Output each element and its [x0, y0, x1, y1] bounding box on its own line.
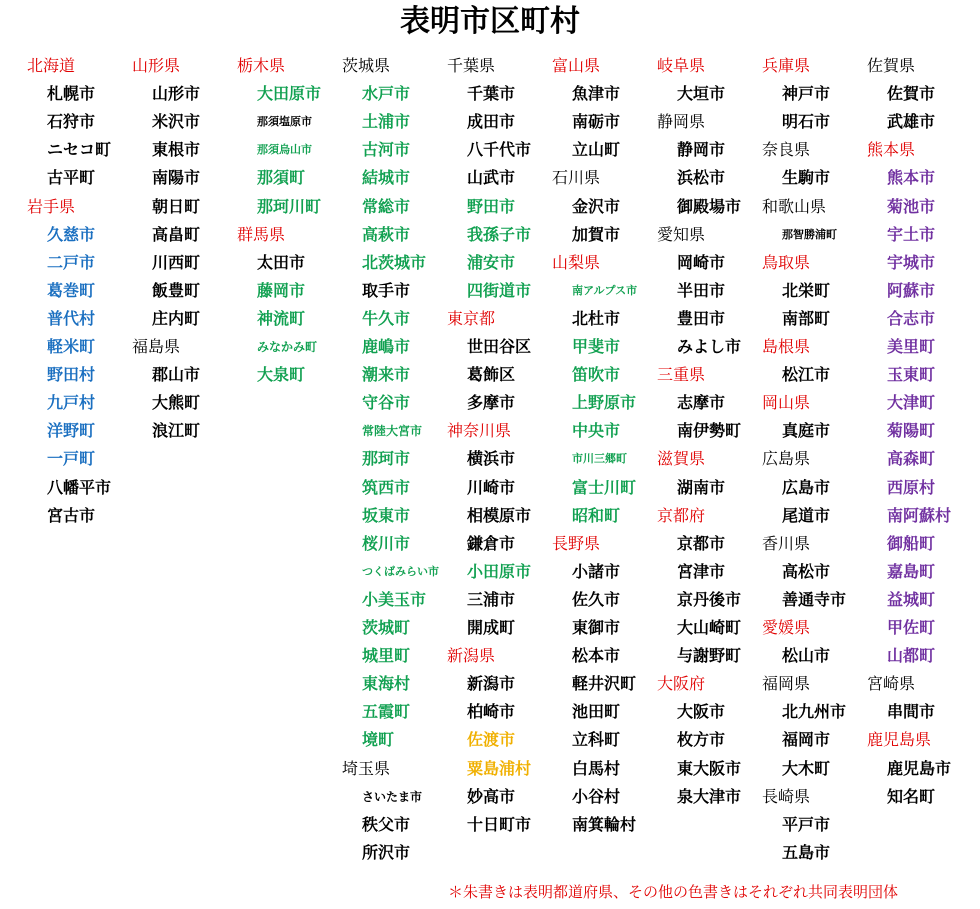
- prefecture-label: 東京都: [447, 308, 496, 328]
- municipality-label: 加賀市: [572, 224, 621, 244]
- municipality-label: 宇城市: [887, 252, 936, 272]
- prefecture-label: 奈良県: [762, 140, 811, 160]
- municipality-label: 高松市: [782, 561, 831, 581]
- municipality-label: 常総市: [362, 196, 411, 216]
- municipality-label: 開成町: [467, 618, 516, 637]
- prefecture-label: 島根県: [762, 337, 811, 356]
- municipality-label: 米沢市: [152, 112, 201, 132]
- prefecture-label: 岡山県: [762, 393, 811, 413]
- municipality-label: 那須町: [257, 168, 306, 188]
- municipality-label: 上野原市: [572, 393, 637, 413]
- municipality-label: 南箕輪村: [572, 814, 637, 834]
- municipality-label: 北茨城市: [362, 252, 427, 272]
- municipality-label: 与謝野町: [677, 646, 742, 666]
- municipality-label: 串間市: [887, 702, 936, 722]
- prefecture-label: 愛媛県: [762, 618, 811, 637]
- municipality-label: 那珂川町: [257, 196, 322, 216]
- municipality-label: 北九州市: [782, 702, 847, 722]
- municipality-label: 高萩市: [362, 224, 411, 244]
- municipality-label: みなかみ町: [257, 340, 318, 354]
- municipality-label: 朝日町: [152, 196, 201, 216]
- municipality-label: 八千代市: [467, 140, 532, 160]
- municipality-label: 真庭市: [782, 421, 831, 441]
- municipality-label: 城里町: [362, 646, 411, 666]
- municipality-label: 大垣市: [677, 84, 726, 104]
- municipality-label: 那須塩原市: [257, 115, 312, 129]
- municipality-label: 宮古市: [47, 505, 96, 525]
- municipality-label: 枚方市: [677, 730, 726, 750]
- municipality-label: 玉東町: [887, 365, 936, 385]
- municipality-label: 那智勝浦町: [782, 227, 837, 241]
- municipality-label: 菊池市: [887, 196, 936, 216]
- municipality-label: 美里町: [887, 337, 936, 356]
- municipality-label: 九戸村: [47, 393, 96, 413]
- municipality-label: 生駒市: [782, 168, 831, 188]
- municipality-label: 葛飾区: [467, 365, 516, 385]
- municipality-label: 大津町: [887, 393, 936, 413]
- municipality-label: 大田原市: [257, 84, 322, 104]
- municipality-label: 中央市: [572, 421, 621, 441]
- municipality-label: 我孫子市: [467, 224, 532, 244]
- municipality-label: 大山崎町: [677, 618, 742, 637]
- municipality-label: 御殿場市: [677, 196, 742, 216]
- municipality-label: 二戸市: [47, 252, 96, 272]
- municipality-label: 境町: [362, 730, 395, 750]
- municipality-label: 知名町: [887, 786, 936, 806]
- municipality-label: 古河市: [362, 140, 411, 160]
- prefecture-label: 佐賀県: [867, 56, 916, 75]
- municipality-label: 久慈市: [47, 224, 96, 244]
- municipality-label: 軽米町: [47, 337, 96, 356]
- municipality-label: 南アルプス市: [572, 283, 638, 297]
- municipality-label: 神流町: [257, 308, 306, 328]
- municipality-label: 池田町: [572, 702, 621, 722]
- municipality-label: 市川三郷町: [572, 452, 627, 466]
- municipality-label: 千葉市: [467, 84, 516, 104]
- municipality-label: 浜松市: [677, 168, 726, 188]
- municipality-label: 嘉島町: [887, 561, 936, 581]
- municipality-label: 茨城町: [362, 618, 411, 637]
- prefecture-label: 岐阜県: [657, 56, 706, 75]
- prefecture-label: 山梨県: [552, 252, 601, 272]
- municipality-label: 合志市: [887, 308, 936, 328]
- prefecture-label: 鹿児島県: [867, 730, 932, 750]
- municipality-label: 湖南市: [677, 477, 726, 497]
- municipality-label: 五霞町: [362, 702, 411, 722]
- footnote: ＊朱書きは表明都道府県、その他の色書きはそれぞれ共同表明団体: [448, 883, 899, 901]
- prefecture-label: 福島県: [132, 337, 181, 356]
- municipality-label: ニセコ町: [47, 140, 112, 160]
- municipality-label: 半田市: [677, 280, 726, 300]
- municipality-label: 桜川市: [362, 533, 411, 553]
- municipality-label: 豊田市: [677, 308, 726, 328]
- municipality-label: 松山市: [782, 646, 831, 666]
- municipality-label: 鹿児島市: [887, 758, 952, 778]
- prefecture-label: 鳥取県: [762, 252, 811, 272]
- municipality-label: 飯豊町: [152, 280, 201, 300]
- prefecture-label: 岩手県: [27, 196, 76, 216]
- municipality-label: 南陽市: [152, 168, 201, 188]
- municipality-label: 東根市: [152, 140, 201, 160]
- prefecture-label: 長野県: [552, 533, 601, 553]
- municipality-label: みよし市: [677, 337, 742, 356]
- municipality-label: 尾道市: [782, 505, 831, 525]
- prefecture-label: 大阪府: [657, 674, 706, 694]
- municipality-label: 古平町: [47, 168, 96, 188]
- municipality-label: 五島市: [782, 842, 831, 862]
- prefecture-label: 宮崎県: [867, 674, 916, 694]
- municipality-label: 軽井沢町: [572, 674, 637, 694]
- municipality-label: 那珂市: [362, 449, 411, 469]
- municipality-label: 八幡平市: [47, 477, 112, 497]
- municipality-label: 北栄町: [782, 280, 831, 300]
- municipality-label: 常陸大宮市: [362, 424, 423, 439]
- prefecture-label: 長崎県: [762, 786, 811, 806]
- municipality-label: 甲斐市: [572, 337, 621, 356]
- municipality-label: 小諸市: [572, 561, 621, 581]
- prefecture-label: 京都府: [657, 505, 706, 525]
- municipality-label: 筑西市: [362, 477, 411, 497]
- municipality-label: 庄内町: [152, 308, 201, 328]
- municipality-label: 成田市: [467, 112, 516, 132]
- municipality-label: 神戸市: [782, 84, 831, 104]
- municipality-label: 坂東市: [362, 505, 411, 525]
- prefecture-label: 富山県: [552, 56, 601, 75]
- municipality-label: 松本市: [572, 646, 621, 666]
- prefecture-label: 埼玉県: [342, 758, 391, 778]
- municipality-label: 平戸市: [782, 814, 831, 834]
- municipality-label: 菊陽町: [887, 421, 936, 441]
- municipality-label: 那須烏山市: [257, 143, 312, 157]
- municipality-label: 結城市: [362, 168, 411, 188]
- municipality-label: 福岡市: [782, 730, 831, 750]
- municipality-label: 山都町: [887, 646, 936, 666]
- municipality-label: 新潟市: [467, 674, 516, 694]
- municipality-label: 白馬村: [572, 758, 621, 778]
- municipality-label: 東大阪市: [677, 758, 742, 778]
- municipality-label: 大木町: [782, 758, 831, 778]
- municipality-label: 土浦市: [362, 112, 411, 132]
- municipality-label: 宮津市: [677, 561, 726, 581]
- municipality-label: 鎌倉市: [467, 533, 516, 553]
- municipality-label: 南阿蘇村: [887, 505, 952, 525]
- prefecture-label: 兵庫県: [762, 56, 811, 75]
- municipality-label: 小美玉市: [362, 589, 427, 609]
- municipality-label: 高畠町: [152, 224, 201, 244]
- municipality-label: 水戸市: [362, 84, 411, 104]
- municipality-label: 立科町: [572, 730, 621, 750]
- municipality-label: 一戸町: [47, 449, 96, 469]
- municipality-label: 熊本市: [887, 168, 936, 188]
- municipality-label: 高森町: [887, 449, 936, 469]
- municipality-label: 柏崎市: [467, 702, 516, 722]
- prefecture-label: 北海道: [27, 56, 76, 75]
- municipality-label: 札幌市: [47, 84, 96, 104]
- municipality-label: 山武市: [467, 168, 516, 188]
- municipality-label: 佐渡市: [467, 730, 516, 750]
- municipality-label: 藤岡市: [257, 280, 306, 300]
- municipality-label: 小谷村: [572, 786, 621, 806]
- prefecture-label: 群馬県: [237, 224, 286, 244]
- municipality-label: 鹿嶋市: [362, 337, 411, 356]
- prefecture-label: 茨城県: [342, 56, 391, 75]
- municipality-label: 南砺市: [572, 112, 621, 132]
- prefecture-label: 愛知県: [657, 224, 706, 244]
- municipality-label: 金沢市: [572, 196, 621, 216]
- municipality-label: 富士川町: [572, 477, 637, 497]
- municipality-label: 西原村: [887, 477, 936, 497]
- municipality-label: 南部町: [782, 308, 831, 328]
- municipality-label: 東海村: [362, 674, 411, 694]
- municipality-label: 京丹後市: [677, 589, 742, 609]
- municipality-label: 阿蘇市: [887, 280, 936, 300]
- prefecture-label: 香川県: [762, 533, 811, 553]
- municipality-label: 笛吹市: [572, 365, 621, 385]
- prefecture-label: 和歌山県: [762, 196, 827, 216]
- municipality-label: 相模原市: [467, 505, 532, 525]
- municipality-label: 松江市: [782, 365, 831, 385]
- municipality-label: 潮来市: [362, 365, 411, 385]
- municipality-label: 佐賀市: [887, 84, 936, 104]
- municipality-label: 三浦市: [467, 589, 516, 609]
- municipality-label: 横浜市: [467, 449, 516, 469]
- municipality-label: 昭和町: [572, 505, 621, 525]
- municipality-label: 魚津市: [572, 84, 621, 104]
- municipality-label: 浪江町: [152, 421, 201, 441]
- municipality-label: 浦安市: [467, 252, 516, 272]
- municipality-label: 東御市: [572, 618, 621, 637]
- prefecture-label: 千葉県: [447, 56, 496, 75]
- municipality-label: 普代村: [47, 308, 96, 328]
- municipality-label: つくばみらい市: [362, 564, 439, 578]
- municipality-label: 石狩市: [47, 112, 96, 132]
- page-title: 表明市区町村: [400, 4, 580, 39]
- municipality-label: 大泉町: [257, 365, 306, 385]
- municipality-label: 宇土市: [887, 224, 936, 244]
- municipality-label: 郡山市: [152, 365, 201, 385]
- municipality-label: 所沢市: [362, 842, 411, 862]
- municipality-label: 善通寺市: [782, 589, 847, 609]
- prefecture-label: 静岡県: [657, 112, 706, 132]
- municipality-label: 京都市: [677, 533, 726, 553]
- municipality-label: 川西町: [152, 252, 201, 272]
- municipality-label: 北杜市: [572, 308, 621, 328]
- municipality-label: 静岡市: [677, 140, 726, 160]
- municipality-label: 武雄市: [887, 112, 936, 132]
- municipality-label: 佐久市: [572, 589, 621, 609]
- municipality-label: 世田谷区: [467, 337, 532, 356]
- prefecture-label: 石川県: [552, 168, 601, 188]
- prefecture-label: 神奈川県: [447, 421, 512, 441]
- municipality-label: 守谷市: [362, 393, 411, 413]
- municipality-label: さいたま市: [362, 789, 423, 804]
- municipality-label: 泉大津市: [677, 786, 742, 806]
- prefecture-label: 滋賀県: [657, 449, 706, 469]
- municipality-label: 岡崎市: [677, 252, 726, 272]
- municipality-label: 秩父市: [362, 814, 411, 834]
- municipality-label: 広島市: [782, 477, 831, 497]
- municipality-label: 牛久市: [362, 308, 411, 328]
- municipality-label: 山形市: [152, 84, 201, 104]
- prefecture-label: 広島県: [762, 449, 811, 469]
- municipality-label: 四街道市: [467, 280, 532, 300]
- municipality-grid: [0, 52, 980, 900]
- municipality-label: 小田原市: [467, 561, 532, 581]
- municipality-label: 大熊町: [152, 393, 201, 413]
- municipality-label: 妙高市: [467, 786, 516, 806]
- municipality-label: 野田村: [47, 365, 96, 385]
- municipality-label: 南伊勢町: [677, 421, 742, 441]
- municipality-label: 葛巻町: [47, 280, 96, 300]
- municipality-label: 取手市: [362, 280, 411, 300]
- municipality-label: 太田市: [257, 252, 306, 272]
- prefecture-label: 山形県: [132, 56, 181, 75]
- municipality-label: 立山町: [572, 140, 621, 160]
- municipality-label: 洋野町: [47, 421, 96, 441]
- municipality-label: 粟島浦村: [467, 758, 532, 778]
- municipality-label: 益城町: [887, 589, 936, 609]
- prefecture-label: 栃木県: [237, 56, 286, 75]
- municipality-label: 十日町市: [467, 814, 532, 834]
- municipality-label: 多摩市: [467, 393, 516, 413]
- prefecture-label: 福岡県: [762, 674, 811, 694]
- municipality-label: 御船町: [887, 533, 936, 553]
- municipality-label: 川崎市: [467, 477, 516, 497]
- prefecture-label: 熊本県: [867, 140, 916, 160]
- prefecture-label: 新潟県: [447, 646, 496, 666]
- municipality-label: 野田市: [467, 196, 516, 216]
- prefecture-label: 三重県: [657, 365, 706, 385]
- municipality-label: 明石市: [782, 112, 831, 132]
- municipality-label: 志摩市: [677, 393, 726, 413]
- municipality-label: 甲佐町: [887, 618, 936, 637]
- municipality-label: 大阪市: [677, 702, 726, 722]
